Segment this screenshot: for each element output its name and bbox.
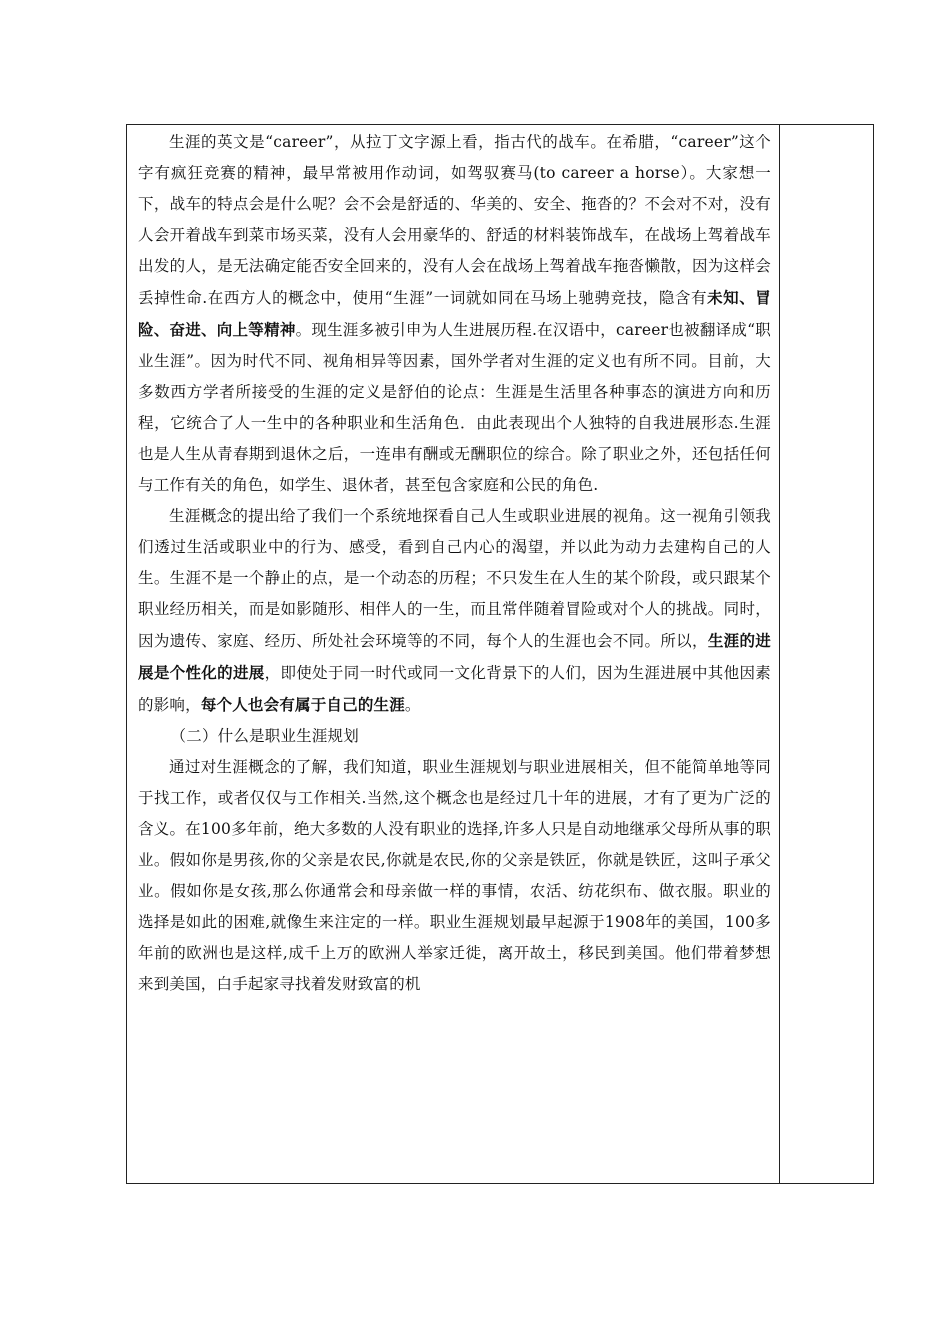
text-run: 生涯概念的提出给了我们一个系统地探看自己人生或职业进展的视角。这一视角引领我们透过生活或职业中的行为、感受，看到自己内心的渴望，并以此为动力去建构自己的人生。生涯不是一个静止的点，是一个动态的历程；不只发生在人生的某个阶段，或只跟某个职业经历相关，而是如影随形、相伴人的一生，而且常伴随着冒险或对个人的挑战。同时，因为遗传、家庭、经历、所处社会环境等的不同，每个人的生涯也会不同。所以， <box>138 507 771 650</box>
text-run: 生涯的英文是“career”，从拉丁文字源上看，指古代的战车。在希腊，“career”这个字有疯狂竞赛的精神，最早常被用作动词，如驾驭赛马(to career a horse）。大家想一下，战车的特点会是什么呢？会不会是舒适的、华美的、安全、拖沓的？不会对不对，没有人会开着战车到菜市场买菜，没有人会用豪华的、舒适的材料装饰战车，在战场上驾着战车出发的人，是无法确定能否安全回来的，没有人会在战场上驾着战车拖沓懒散，因为这样会丢掉性命.在西方人的概念中，使用“生涯”一词就如同在马场上驰骋竞技，隐含有 <box>138 133 771 307</box>
paragraph-career-planning <box>138 752 771 1000</box>
content-cell <box>127 125 780 1183</box>
section-heading: （二）什么是职业生涯规划 <box>170 727 359 745</box>
text-run: 。 <box>404 696 421 714</box>
bold-text-run: 每个人也会有属于自己的生涯 <box>200 695 405 714</box>
bold-text-run: 未知、冒险、奋进、向上等精神 <box>138 288 771 339</box>
text-run: 。现生涯多被引申为人生进展历程.在汉语中，career也被翻译成“职业生涯”。因为时代不同、视角相异等因素，国外学者对生涯的定义也有所不同。目前，大多数西方学者所接受的生涯的定义是舒伯的论点：生涯是生活里各种事态的演进方向和历程，它统合了人一生中的各种职业和生活角色．由此表现出个人独特的自我进展形态.生涯也是人生从青春期到退休之后，一连串有酬或无酬职位的综合。除了职业之外，还包括任何与工作有关的角色，如学生、退休者，甚至包含家庭和公民的角色. <box>138 321 771 494</box>
bold-text-run: 生涯的进展是个性化的进展 <box>138 631 771 682</box>
paragraph-career-definition <box>138 127 771 501</box>
text-run: 通过对生涯概念的了解，我们知道，职业生涯规划与职业进展相关，但不能简单地等同于找工作，或者仅仅与工作相关.当然,这个概念也是经过几十年的进展，才有了更为广泛的含义。在100多年前，绝大多数的人没有职业的选择,许多人只是自动地继承父母所从事的职业。假如你是男孩,你的父亲是农民,你就是农民,你的父亲是铁匠，你就是铁匠，这叫子承父业。假如你是女孩,那么你通常会和母亲做一样的事情，农活、纺花织布、做衣服。职业的选择是如此的困难,就像生来注定的一样。职业生涯规划最早起源于1908年的美国，100多年前的欧洲也是这样,成千上万的欧洲人举家迁徙，离开故土，移民到美国。他们带着梦想来到美国，白手起家寻找着发财致富的机 <box>138 758 771 993</box>
side-cell <box>780 125 873 1183</box>
document-table <box>126 124 874 1184</box>
paragraph-career-concept <box>138 501 771 721</box>
text-run: ，即使处于同一时代或同一文化背景下的人们，因为生涯进展中其他因素的影响， <box>138 664 771 714</box>
